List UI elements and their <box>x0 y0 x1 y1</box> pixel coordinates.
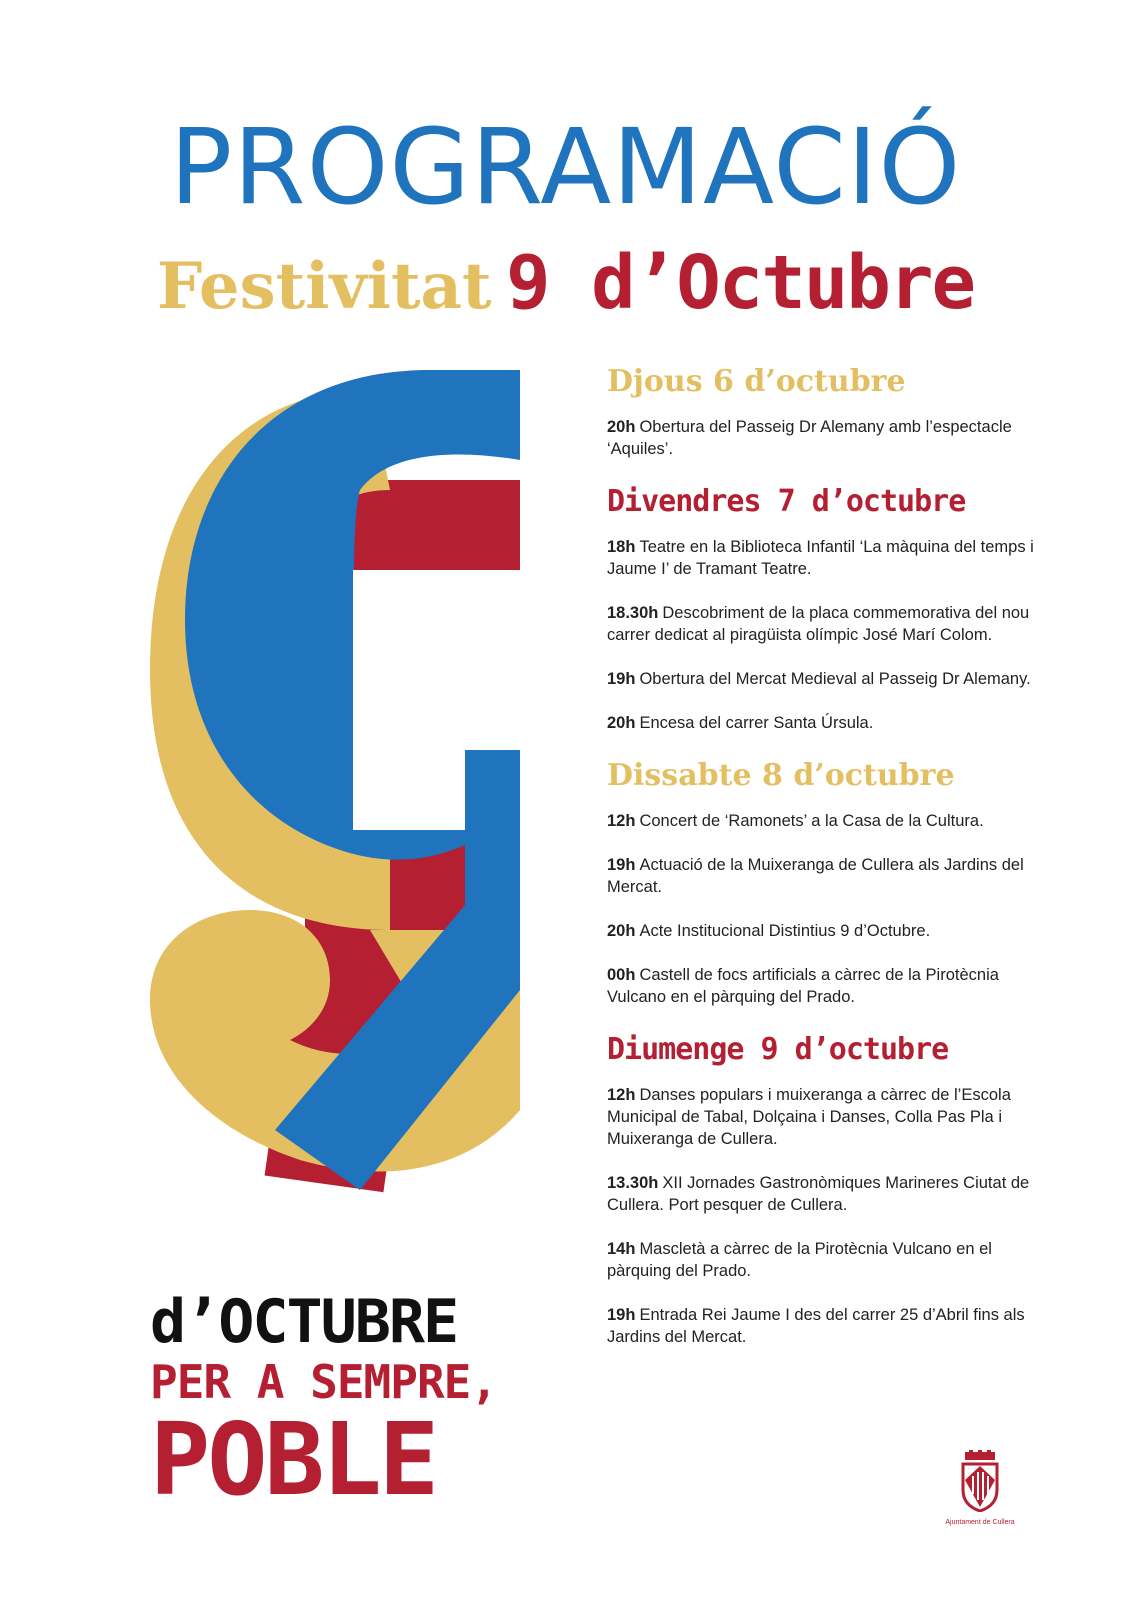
event-item <box>607 1172 1047 1216</box>
event-text: Concert de ‘Ramonets’ a la Casa de la Cultura. <box>639 812 984 830</box>
day-title: Dissabte 8 d’octubre <box>607 758 955 793</box>
subtitle-festivitat: Festivitat <box>156 249 492 324</box>
slogan <box>150 1287 550 1518</box>
subtitle-date: 9 d’Octubre <box>506 240 975 326</box>
event-item <box>607 854 1047 898</box>
event-text: Entrada Rei Jaume I des del carrer 25 d’Abril fins als Jardins del Mercat. <box>607 1306 1025 1346</box>
logo-caption: Ajuntament de Cullera <box>945 1519 1015 1526</box>
page-subtitle <box>0 240 1131 326</box>
event-time: 19h <box>607 670 636 688</box>
event-time: 18.30h <box>607 604 659 622</box>
event-item <box>607 964 1047 1008</box>
event-item <box>607 602 1047 646</box>
event-item <box>607 416 1047 460</box>
event-text: XII Jornades Gastronòmiques Marineres Ciutat de Cullera. Port pesquer de Cullera. <box>607 1174 1030 1214</box>
event-text: Actuació de la Muixeranga de Cullera als Jardins del Mercat. <box>607 856 1024 896</box>
event-text: Descobriment de la placa commemorativa del nou carrer dedicat al piragüista olímpic José Marí Colom. <box>607 604 1030 644</box>
event-item <box>607 712 1047 734</box>
event-time: 12h <box>607 812 636 830</box>
event-item <box>607 1238 1047 1282</box>
event-text: Mascletà a càrrec de la Pirotècnia Vulcano en el pàrquing del Prado. <box>607 1240 992 1280</box>
event-item <box>607 668 1047 690</box>
event-item <box>607 920 1047 942</box>
day-sunday <box>607 1030 1047 1348</box>
ajuntament-logo <box>935 1450 1025 1526</box>
slogan-line-1: d’OCTUBRE <box>150 1287 458 1357</box>
event-text: Danses populars i muixeranga a càrrec de l’Escola Municipal de Tabal, Dolçaina i Danses, Colla Pas Pla i Muixeranga de Cullera. <box>607 1086 1011 1148</box>
day-friday <box>607 482 1047 734</box>
program-list <box>607 362 1047 1370</box>
event-text: Acte Institucional Distintius 9 d’Octubre. <box>639 922 931 940</box>
event-time: 13.30h <box>607 1174 659 1192</box>
event-text: Encesa del carrer Santa Úrsula. <box>639 714 874 732</box>
event-item <box>607 1304 1047 1348</box>
event-text: Castell de focs artificials a càrrec de la Pirotècnia Vulcano en el pàrquing del Prado. <box>607 966 999 1006</box>
slogan-line-3: POBLE <box>150 1401 437 1518</box>
event-text: Teatre en la Biblioteca Infantil ‘La màquina del temps i Jaume I’ de Tramant Teatre. <box>607 538 1034 578</box>
event-time: 19h <box>607 1306 636 1324</box>
day-title: Djous 6 d’octubre <box>607 364 906 399</box>
event-time: 18h <box>607 538 636 556</box>
event-item <box>607 1084 1047 1150</box>
event-time: 20h <box>607 714 636 732</box>
event-time: 12h <box>607 1086 636 1104</box>
day-title: Diumenge 9 d’octubre <box>607 1032 949 1067</box>
event-item <box>607 536 1047 580</box>
event-text: Obertura del Mercat Medieval al Passeig Dr Alemany. <box>639 670 1031 688</box>
event-time: 00h <box>607 966 636 984</box>
big-nine-graphic <box>130 370 540 1220</box>
event-time: 14h <box>607 1240 636 1258</box>
event-time: 20h <box>607 922 636 940</box>
event-item <box>607 810 1047 832</box>
day-saturday <box>607 756 1047 1008</box>
day-thursday <box>607 362 1047 460</box>
event-time: 20h <box>607 418 636 436</box>
event-time: 19h <box>607 856 636 874</box>
coat-of-arms-icon <box>957 1450 1003 1512</box>
event-text: Obertura del Passeig Dr Alemany amb l’espectacle ‘Aquiles’. <box>607 418 1012 458</box>
day-title: Divendres 7 d’octubre <box>607 484 966 519</box>
slogan-line-2: PER A SEMPRE, <box>150 1355 498 1409</box>
page-title: PROGRAMACIÓ <box>169 106 962 228</box>
